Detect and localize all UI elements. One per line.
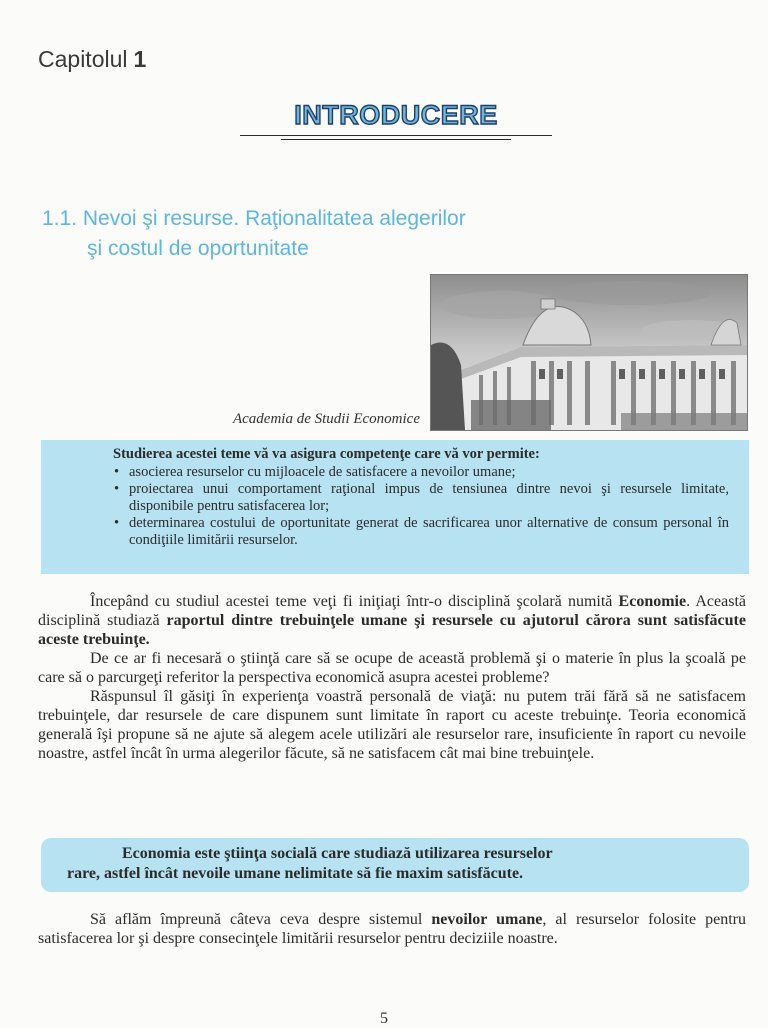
building-illustration — [431, 275, 747, 430]
intro-text: Începând cu studiul acestei teme veţi fi iniţiaţi într-o disciplină şcolară numită — [90, 593, 619, 610]
definition-box — [41, 838, 749, 892]
body-text — [38, 592, 746, 763]
chapter-label — [38, 46, 146, 73]
closing-term: nevoilor umane — [431, 911, 543, 928]
closing-text-c: , al resurselor folosite pentru satisfacerea lor şi despre consecinţele limitării resurselor pentru deciziile noastre. — [38, 911, 746, 947]
closing-text — [38, 910, 746, 948]
intro-emphasis: raportul dintre trebuinţele umane şi resursele cu ajutorul cărora sunt satisfăcute aceste trebuinţe. — [38, 612, 746, 648]
paragraph-question: De ce ar fi necesară o ştiinţă care să se ocupe de această problemă şi o materie în plus la şcoală pe care să o parcurgeţi referitor la perspectiva economică asupra acestei probleme? — [38, 650, 746, 686]
closing-text-a: Să aflăm împreună câteva ceva despre sistemul — [90, 911, 432, 928]
title-rule-short — [281, 139, 511, 140]
objective-item: • proiectarea unui comportament raţional impus de tensiunea dintre nevoi şi resursele limitate, disponibile pentru satisfacerea lor; — [113, 481, 729, 515]
objective-item: • determinarea costului de oportunitate generat de sacrificarea unor alternative de consum personal în condiţiile limitării resurselor. — [113, 515, 729, 549]
objectives-box — [41, 440, 749, 574]
objective-item: • asocierea resurselor cu mijloacele de satisfacere a nevoilor umane; — [113, 464, 729, 481]
title-rule — [240, 135, 552, 136]
page-number: 5 — [380, 1010, 388, 1027]
objectives-list — [113, 464, 729, 549]
intro-term-economie: Economie — [618, 593, 687, 610]
chapter-word: Capitolul — [38, 46, 128, 72]
definition-line1: Economia este ştiinţa socială care studiază utilizarea resurselor — [122, 845, 553, 862]
paragraph-intro — [38, 592, 746, 649]
intro-text-cont: . Această disciplină studiază — [38, 593, 747, 629]
section-heading-line2: şi costul de oportunitate — [87, 237, 309, 260]
paragraph-answer: Răspunsul îl găsiţi în experienţa voastră personală de viaţă: nu putem trăi fără să ne satisfacem trebuinţele, dar resursele de care dispunem sunt limitate în raport cu aceste trebuinţe. Teoria economică generală îşi propune să ne ajute să alegem acele utilizări ale resurselor rare, insuficiente în raport cu nevoile noastre, astfel încât în urma alegerilor făcute, să ne satisfacem cât mai bine trebuinţele. — [38, 688, 746, 762]
paragraph-closing — [38, 910, 746, 948]
definition-line2: rare, astfel încât nevoile umane nelimitate să fie maxim satisfăcute. — [67, 865, 524, 882]
section-heading — [42, 204, 602, 264]
objectives-lead: Studierea acestei teme vă va asigura competenţe care vă vor permite: — [113, 446, 540, 462]
section-heading-line1: 1.1. Nevoi şi resurse. Raţionalitatea alegerilor — [42, 207, 466, 230]
page-title: INTRODUCERE — [294, 100, 498, 130]
title-block — [240, 100, 552, 140]
building-photo — [430, 274, 748, 431]
photo-caption: Academia de Studii Economice — [232, 411, 420, 427]
chapter-number: 1 — [133, 46, 147, 72]
